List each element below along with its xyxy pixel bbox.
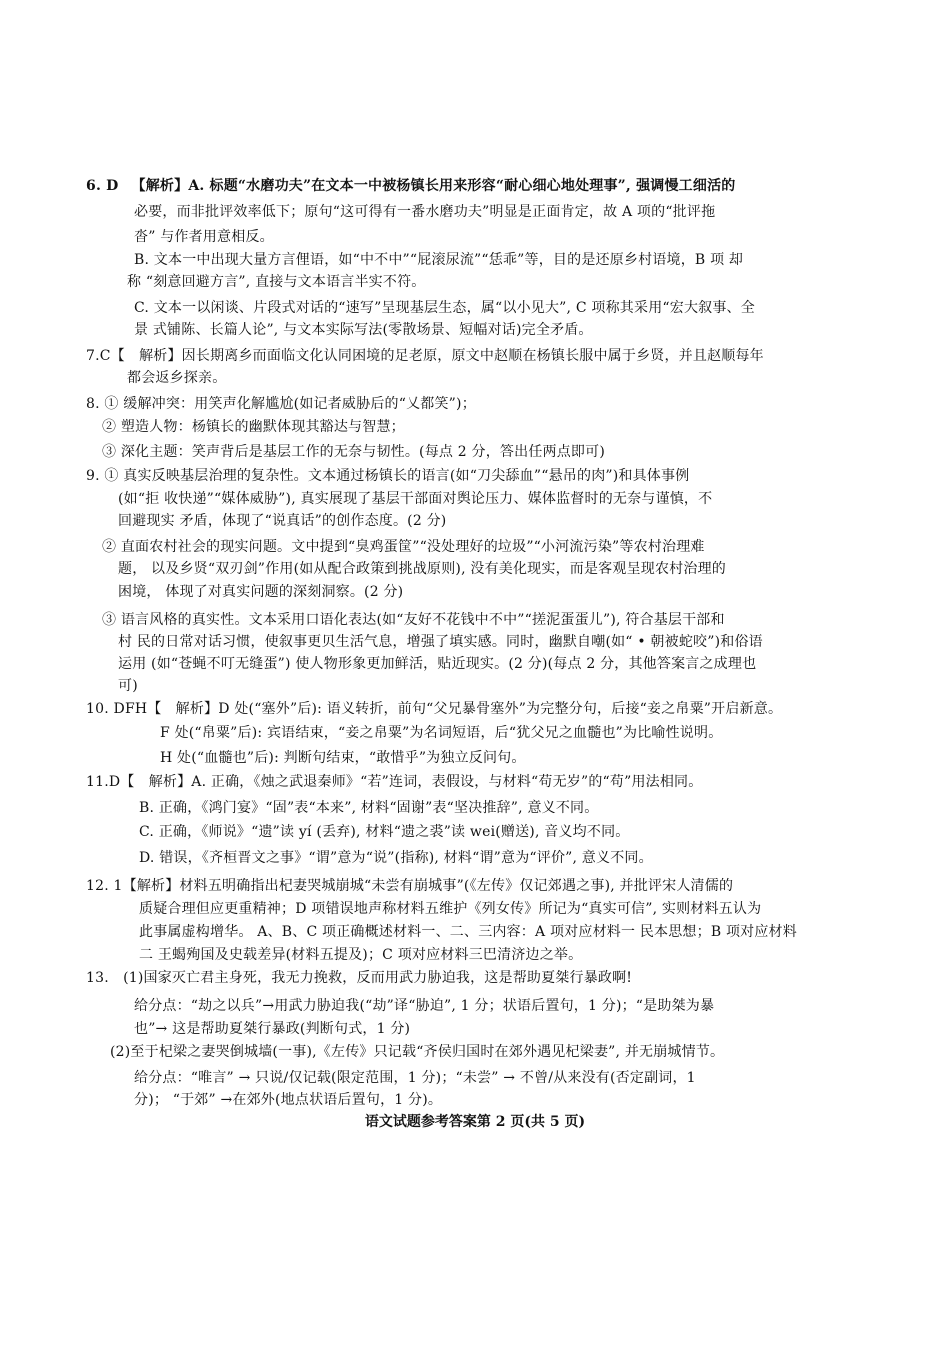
q6-line-2: 必要，而非批评效率低下；原句“这可得有一番水磨功夫”明显是正面肯定，故 A 项的“批评拖 [134,204,716,220]
q9-line-4: ② 直面农村社会的现实问题。文中提到“臭鸡蛋筐”“没处理好的垃圾”“小河流污染”等农村治理难 [102,539,705,555]
q12-line-4: 二 王蝎殉国及史载差异(材料五提及)；C 项对应材料三巴清济边之举。 [139,947,583,963]
q9-line-8: 村 民的日常对话习惯，使叙事更贝生活气息，增强了填实感。同时，幽默自嘲(如“ • 朝被蛇咬”)和俗语 [118,634,763,650]
q13-line-6: 分)； “于郊” →在郊外(地点状语后置句，1 分)。 [134,1092,443,1108]
q11-line-4: D. 错误，《齐桓晋文之事》“谓”意为“说”(指称), 材料“谓”意为“评价”, 意义不同。 [139,850,653,866]
q9-line-7: ③ 语言风格的真实性。文本采用口语化表达(如“友好不花钱中不中”“搓泥蛋蛋儿”), 符合基层干部和 [102,612,725,628]
q13-line-5: 给分点：“唯言” → 只说/仅记载(限定范围，1 分)；“未尝” → 不曾/从来没有(否定副词，1 [134,1070,696,1086]
q6-line-3: 沓” 与作者用意相反。 [134,229,274,245]
q13-line-4: (2)至于杞梁之妻哭倒城墙(一事),《左传》只记载“齐侯归国时在郊外遇见杞梁妻”, 并无崩城情节。 [110,1044,725,1060]
q12-line-3: 此事属虚构增华。 A、B、C 项正确概述材料一、二、三内容：A 项对应材料一 民本思想；B 项对应材料 [139,924,797,940]
q11-line-2: B. 正确，《鸿门宴》“固”表“本来”, 材料“固谢”表“坚决推辞”, 意义不同。 [139,800,599,816]
q8-line-1: 8. ① 缓解冲突：用笑声化解尴尬(如记者威胁后的“乂都笑”)； [86,396,476,412]
q9-line-3: 回避现实 矛盾，体现了“说真话”的创作态度。(2 分) [118,513,447,529]
q6-option-b-line-1: B. 文本一中出现大量方言俚语，如“中不中”“屁滚尿流”“恁乖”等，目的是还原乡村语境，B 项 却 [134,252,744,268]
q6-option-c-line-1: C. 文本一以闲谈、片段式对话的“速写”呈现基层生态，属“以小见大”, C 项称其采用“宏大叙事、全 [134,300,755,316]
q13-line-3: 也”→ 这是帮助夏桀行暴政(判断句式，1 分) [134,1021,411,1037]
q9-line-6: 困境， 体现了对真实问题的深刻洞察。(2 分) [118,584,404,600]
q6-option-c-line-2: 景 式铺陈、长篇人论”, 与文本实际写法(零散场景、短幅对话)完全矛盾。 [134,322,593,338]
q7-line-2: 都会返乡探亲。 [127,370,227,386]
q12-line-1: 12. 1【解析】材料五明确指出杞妻哭城崩城“未尝有崩城事”(《左传》仅记郊遇之事), 并批评宋人清儒的 [86,878,734,894]
page-footer: 语文试题参考答案第 2 页(共 5 页) [364,1114,586,1130]
q12-line-2: 质疑合理但应更重精神；D 项错误地声称材料五维护《列女传》所记为“真实可信”, 实则材料五认为 [139,901,762,917]
q9-line-1: 9. ① 真实反映基层治理的复杂性。文本通过杨镇长的语言(如“刀尖舔血”“悬吊的肉”)和具体事例 [86,468,690,484]
q6-line-1 [86,176,735,196]
q13-line-2: 给分点：“劫之以兵”→用武力胁迫我(“劫”译“胁迫”, 1 分；状语后置句，1 分)；“是助桀为暴 [134,998,715,1014]
q9-line-5: 题， 以及乡贤“双刃剑”作用(如从配合政策到挑战原则), 没有美化现实，而是客观呈现农村治理的 [118,561,726,577]
q6-option-b-line-2: 称 “刻意回避方言”, 直接与文本语言半实不符。 [127,274,426,290]
q13-line-1: 13. (1)国家灭亡君主身死，我无力挽救，反而用武力胁迫我，这是帮助夏桀行暴政啊! [86,970,633,986]
q8-line-3: ③ 深化主题：笑声背后是基层工作的无奈与韧性。(每点 2 分，答出任两点即可) [102,444,605,460]
q9-line-2: (如“拒 收快递”“媒体威胁”), 真实展现了基层干部面对舆论压力、媒体监督时的无奈与谨慎，不 [118,491,713,507]
q9-line-9: 运用 (如“苍蝇不叮无缝蛋”) 使人物形象更加鲜活，贴近现实。(2 分)(每点 2 分，其他答案言之成理也 [118,656,757,672]
q10-line-2: F 处(“帛粟”后): 宾语结束，“妾之帛粟”为名词短语，后“犹父兄之血髓也”为比喻性说明。 [160,725,723,741]
q7-line-1: 7.C【 解析】因长期离乡而面临文化认同困境的足老原，原文中赵顺在杨镇长服中属于乡贤，并且赵顺每年 [86,348,764,364]
q10-line-3: H 处(“血髓也”后): 判断句结束，“敢惜乎”为独立反问句。 [160,750,526,766]
q11-line-1: 11.D【 解析】A. 正确，《烛之武退秦师》“若”连词，表假设，与材料“苟无岁”的“苟”用法相同。 [86,774,703,790]
q6-number: 6. D [86,178,119,194]
q8-line-2: ② 塑造人物：杨镇长的幽默体现其豁达与智慧； [102,419,405,435]
q6-text: 【解析】A. 标题“水磨功夫”在文本一中被杨镇长用来形容“耐心细心地处理事”, 强调慢工细活的 [131,178,736,194]
q11-line-3: C. 正确，《师说》“遗”读 yí (丢弃), 材料“遗之裘”读 wei(赠送), 音义均不同。 [139,824,630,840]
q9-line-10: 可) [118,678,138,694]
q10-line-1: 10. DFH【 解析】D 处(“塞外”后): 语义转折，前句“父兄暴骨塞外”为完整分句，后接“妾之帛粟”开启新意。 [86,701,783,717]
